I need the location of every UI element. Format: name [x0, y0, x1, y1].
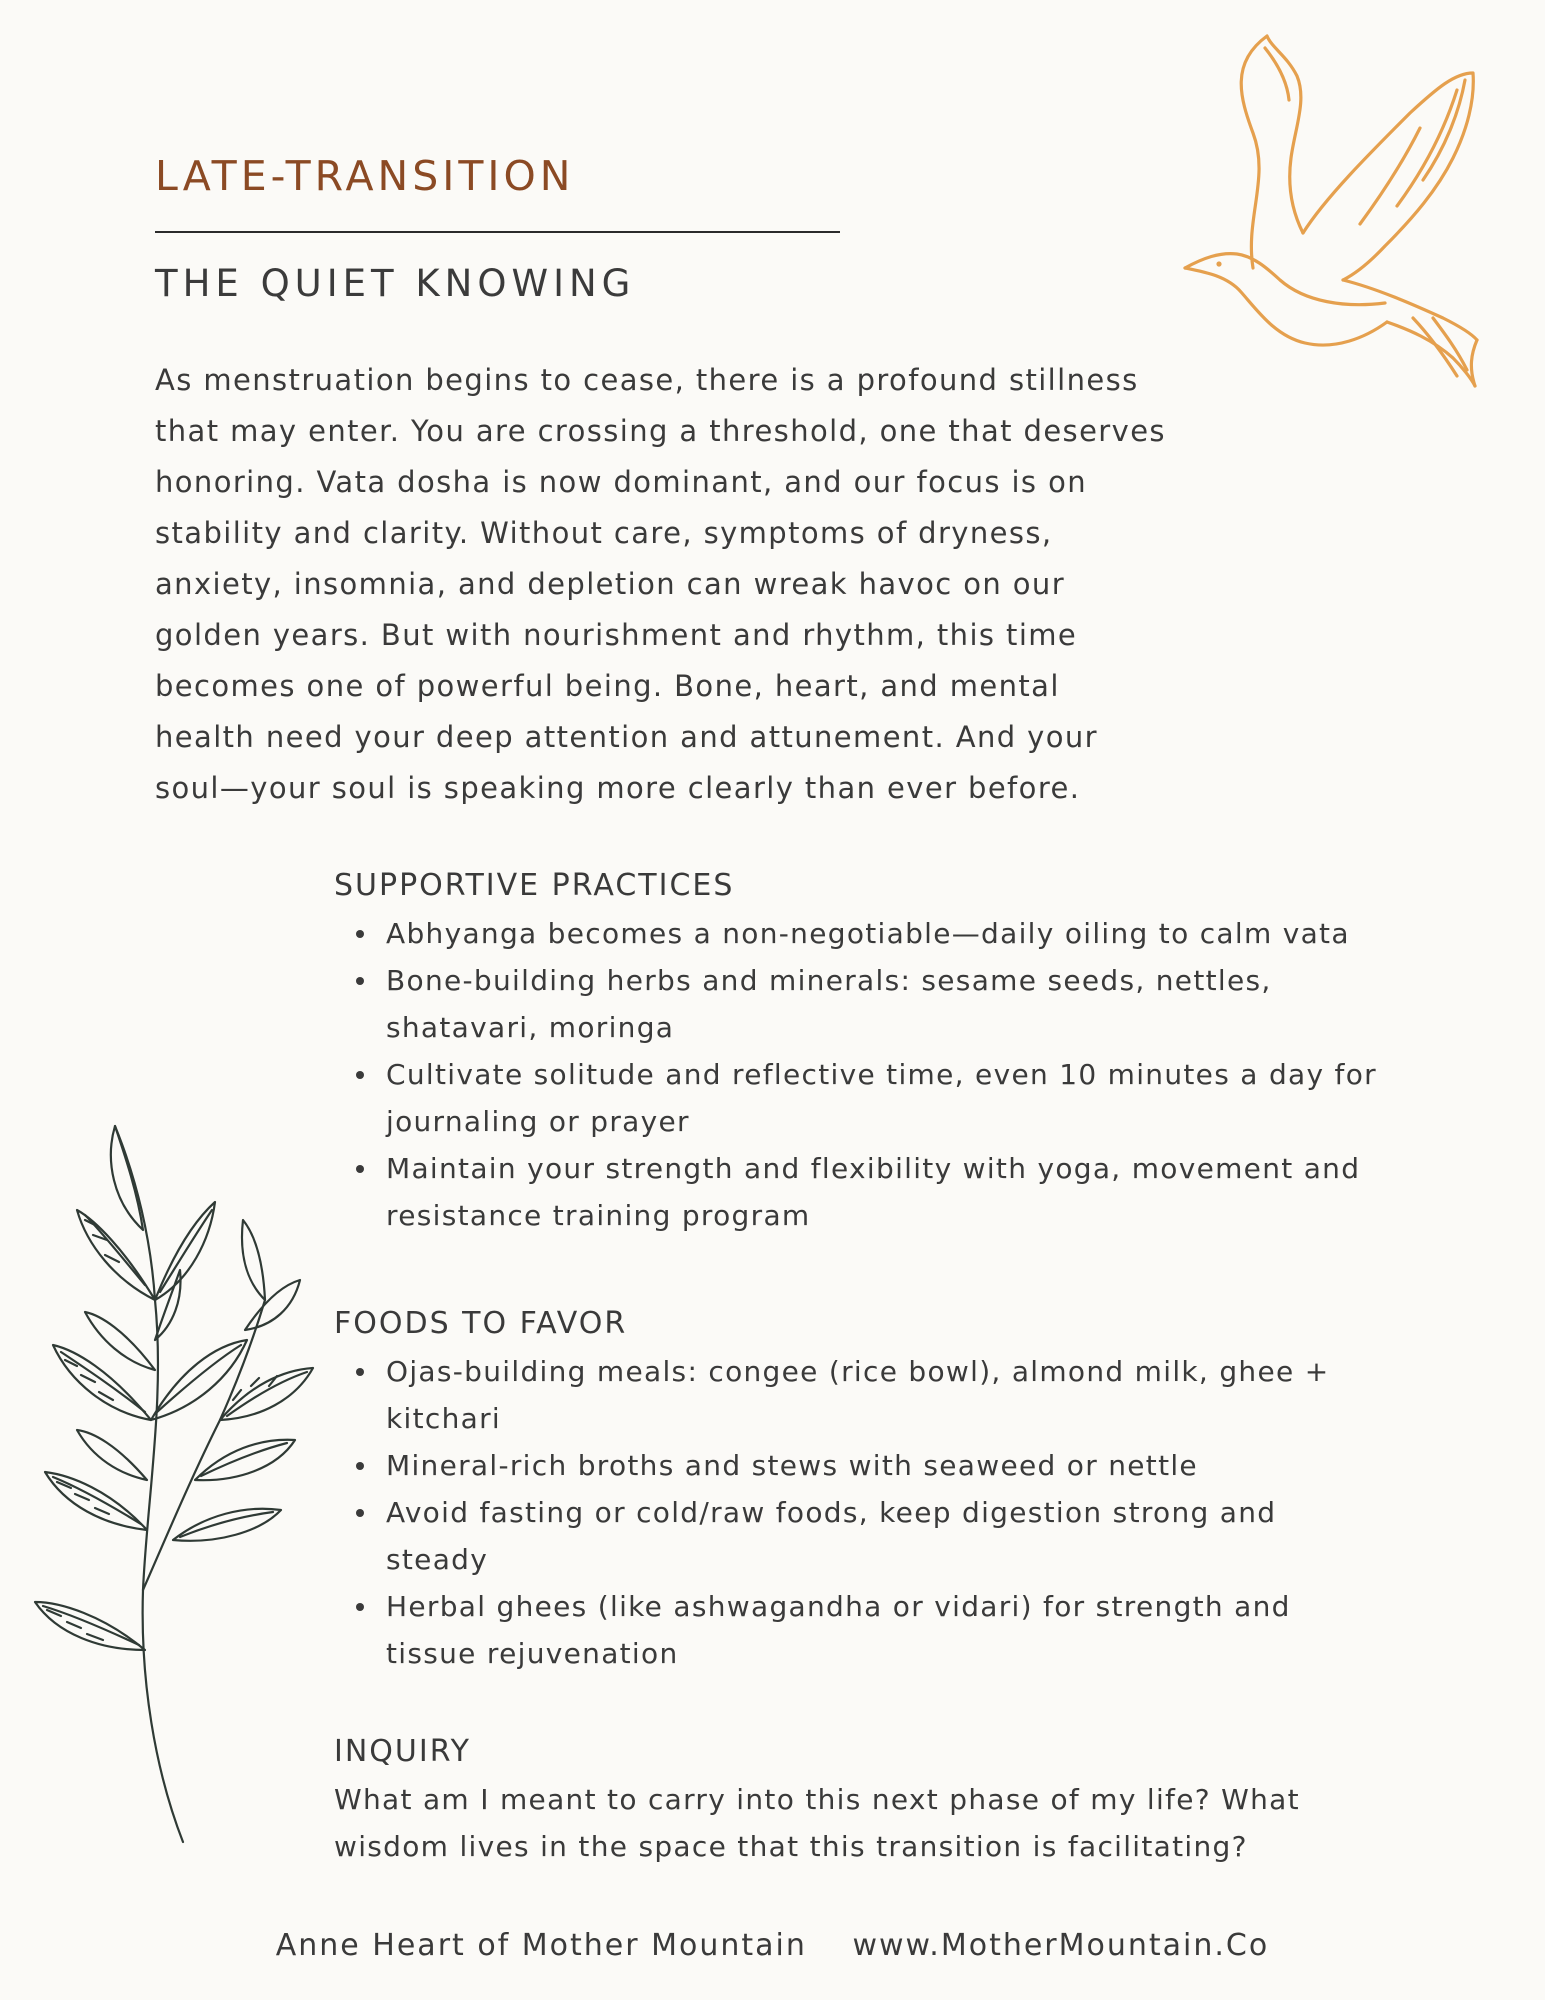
list-item: Mineral-rich broths and stews with seaweed or nettle — [386, 1442, 1464, 1489]
footer — [0, 1928, 1545, 1963]
leaf-branch-icon — [15, 1120, 315, 1850]
foods-list — [334, 1348, 1464, 1677]
list-item: Ojas-building meals: congee (rice bowl), almond milk, ghee + kitchari — [386, 1348, 1406, 1442]
list-item: Avoid fasting or cold/raw foods, keep digestion strong and steady — [386, 1489, 1386, 1583]
title-divider — [155, 231, 840, 233]
inquiry-section — [334, 1728, 1464, 1870]
practices-heading: SUPPORTIVE PRACTICES — [334, 868, 735, 903]
intro-line: anxiety, insomnia, and depletion can wreak havoc on our — [155, 567, 1066, 601]
foods-heading: FOODS TO FAVOR — [334, 1306, 628, 1341]
intro-line: that may enter. You are crossing a threshold, one that deserves — [155, 414, 1166, 448]
intro-line: As menstruation begins to cease, there is a profound stillness — [155, 363, 1139, 397]
intro-line: stability and clarity. Without care, symptoms of dryness, — [155, 516, 1053, 550]
intro-paragraph — [155, 355, 1315, 814]
inquiry-heading: INQUIRY — [334, 1734, 471, 1769]
section-label: LATE-TRANSITION — [155, 152, 575, 200]
intro-line: honoring. Vata dosha is now dominant, and our focus is on — [155, 465, 1087, 499]
inquiry-text: What am I meant to carry into this next phase of my life? What wisdom lives in the space that this transition is facilitating? — [334, 1783, 1300, 1863]
practices-list — [334, 910, 1464, 1239]
list-item: Abhyanga becomes a non-negotiable—daily oiling to calm vata — [386, 910, 1464, 957]
page-subtitle: THE QUIET KNOWING — [155, 262, 636, 305]
footer-website-link[interactable]: www.MotherMountain.Co — [852, 1928, 1270, 1963]
list-item: Maintain your strength and flexibility with yoga, movement and resistance training program — [386, 1145, 1406, 1239]
footer-author: Anne Heart of Mother Mountain — [275, 1928, 807, 1963]
intro-line: health need your deep attention and attunement. And your — [155, 720, 1098, 754]
dove-icon — [1175, 18, 1480, 388]
intro-line: golden years. But with nourishment and rhythm, this time — [155, 618, 1078, 652]
list-item: Herbal ghees (like ashwagandha or vidari) for strength and tissue rejuvenation — [386, 1583, 1386, 1677]
list-item: Bone-building herbs and minerals: sesame seeds, nettles, shatavari, moringa — [386, 957, 1386, 1051]
supportive-practices-section — [334, 862, 1464, 1239]
intro-line: becomes one of powerful being. Bone, heart, and mental — [155, 669, 1060, 703]
list-item: Cultivate solitude and reflective time, even 10 minutes a day for journaling or prayer — [386, 1051, 1406, 1145]
intro-line: soul—your soul is speaking more clearly than ever before. — [155, 771, 1081, 805]
foods-to-favor-section — [334, 1300, 1464, 1677]
